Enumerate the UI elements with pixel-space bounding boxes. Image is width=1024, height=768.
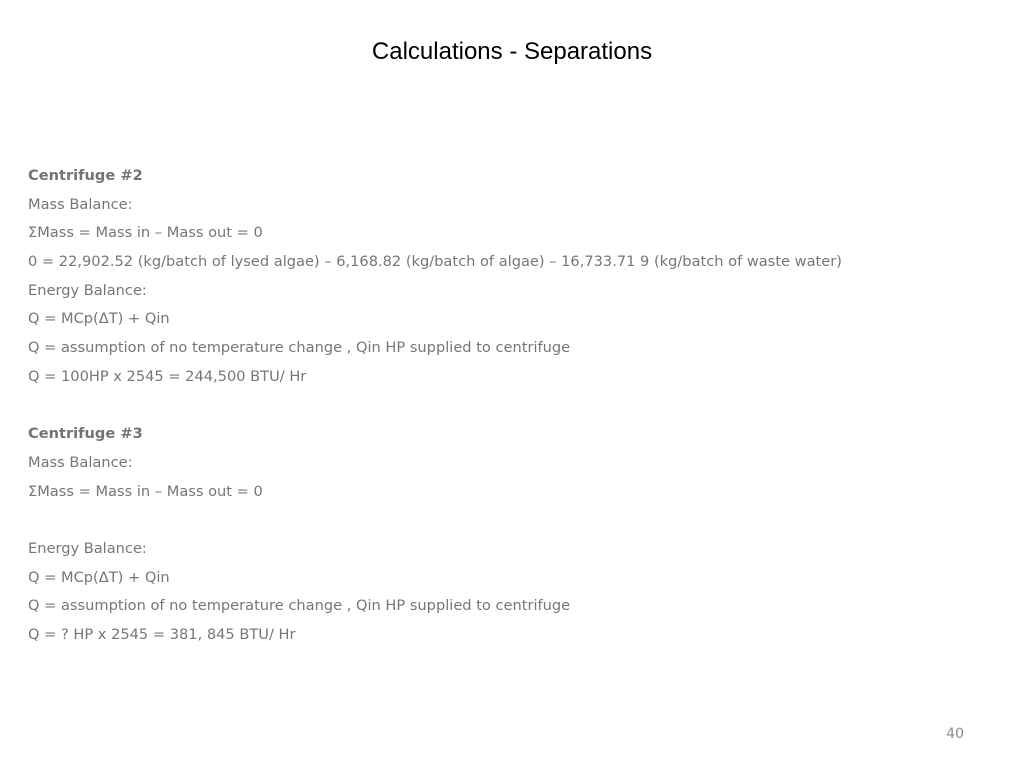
centrifuge-3-spacer [28,506,1008,535]
centrifuge-2-energy-balance-label: Energy Balance: [28,281,147,299]
centrifuge-2-mass-values: 0 = 22,902.52 (kg/batch of lysed algae) – 6,168.82 (kg/batch of algae) – 16,733.71 9 (kg/batch of waste water) [28,253,842,271]
centrifuge-2-result: Q = 100HP x 2545 = 244,500 BTU/ Hr [28,367,307,385]
slide-title: Calculations - Separations [371,38,653,65]
centrifuge-2-energy-equation: Q = MCp(ΔT) + Qin [28,310,170,328]
centrifuge-2-heading: Centrifuge #2 [28,167,143,184]
page-number: 40 [946,726,964,742]
centrifuge-3-mass-balance-label: Mass Balance: [28,453,133,471]
centrifuge-3-energy-balance-label: Energy Balance: [28,539,147,557]
centrifuge-2-mass-equation: ΣMass = Mass in – Mass out = 0 [28,224,263,242]
centrifuge-2-section [28,162,1008,392]
centrifuge-2-mass-balance-label: Mass Balance: [28,195,133,213]
centrifuge-2-assumption: Q = assumption of no temperature change , Qin HP supplied to centrifuge [28,339,571,357]
slide-body [28,162,1008,650]
centrifuge-3-heading: Centrifuge #3 [28,425,143,443]
centrifuge-3-section [28,420,1008,650]
centrifuge-3-result: Q = ? HP x 2545 = 381, 845 BTU/ Hr [28,626,296,643]
centrifuge-3-assumption: Q = assumption of no temperature change , Qin HP supplied to centrifuge [28,597,571,615]
section-spacer [28,392,1008,421]
centrifuge-3-mass-equation: ΣMass = Mass in – Mass out = 0 [28,482,263,500]
centrifuge-3-energy-equation: Q = MCp(ΔT) + Qin [28,568,170,586]
